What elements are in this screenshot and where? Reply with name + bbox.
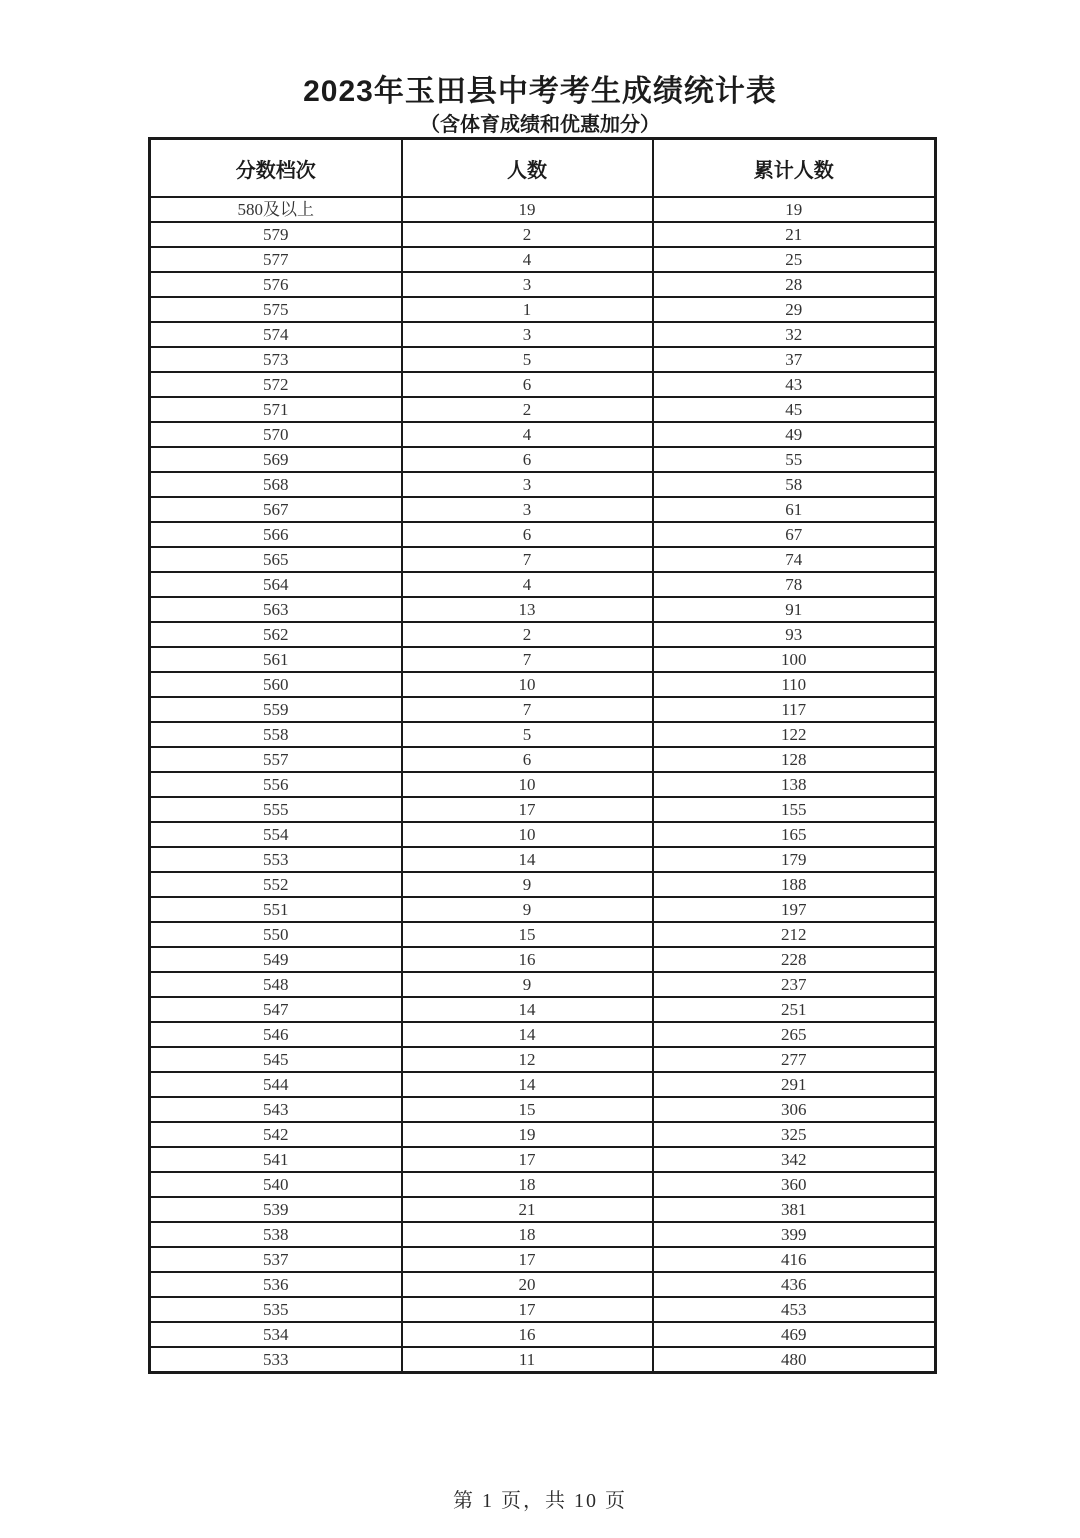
score-statistics-table: [148, 137, 937, 1374]
score-level-cell: 553: [150, 847, 402, 872]
table-row: [150, 472, 936, 497]
count-cell: 10: [402, 672, 653, 697]
score-level-cell: 564: [150, 572, 402, 597]
score-level-cell: 568: [150, 472, 402, 497]
table-row: [150, 1022, 936, 1047]
count-cell: 16: [402, 1322, 653, 1347]
count-cell: 19: [402, 197, 653, 222]
cumulative-count-cell: 138: [653, 772, 936, 797]
score-level-cell: 558: [150, 722, 402, 747]
table-row: [150, 1097, 936, 1122]
table-row: [150, 597, 936, 622]
table-row: [150, 1172, 936, 1197]
score-level-cell: 567: [150, 497, 402, 522]
count-cell: 17: [402, 1297, 653, 1322]
table-row: [150, 997, 936, 1022]
cumulative-count-cell: 342: [653, 1147, 936, 1172]
score-level-cell: 555: [150, 797, 402, 822]
table-row: [150, 1297, 936, 1322]
cumulative-count-cell: 188: [653, 872, 936, 897]
score-level-cell: 539: [150, 1197, 402, 1222]
cumulative-count-cell: 237: [653, 972, 936, 997]
table-body: [150, 197, 936, 1373]
table-row: [150, 222, 936, 247]
count-cell: 20: [402, 1272, 653, 1297]
table-row: [150, 372, 936, 397]
score-level-cell: 554: [150, 822, 402, 847]
table-row: [150, 247, 936, 272]
cumulative-count-cell: 197: [653, 897, 936, 922]
header-score-level: 分数档次: [150, 139, 402, 198]
score-level-cell: 579: [150, 222, 402, 247]
count-cell: 6: [402, 747, 653, 772]
score-level-cell: 576: [150, 272, 402, 297]
score-level-cell: 577: [150, 247, 402, 272]
score-level-cell: 543: [150, 1097, 402, 1122]
table-row: [150, 197, 936, 222]
count-cell: 14: [402, 847, 653, 872]
cumulative-count-cell: 291: [653, 1072, 936, 1097]
score-level-cell: 535: [150, 1297, 402, 1322]
cumulative-count-cell: 360: [653, 1172, 936, 1197]
count-cell: 19: [402, 1122, 653, 1147]
cumulative-count-cell: 55: [653, 447, 936, 472]
count-cell: 18: [402, 1222, 653, 1247]
table-row: [150, 1347, 936, 1373]
count-cell: 4: [402, 422, 653, 447]
count-cell: 16: [402, 947, 653, 972]
score-level-cell: 559: [150, 697, 402, 722]
score-level-cell: 550: [150, 922, 402, 947]
page-footer: 第 1 页，共 10 页: [453, 1490, 627, 1512]
score-level-cell: 538: [150, 1222, 402, 1247]
cumulative-count-cell: 155: [653, 797, 936, 822]
score-level-cell: 561: [150, 647, 402, 672]
cumulative-count-cell: 74: [653, 547, 936, 572]
count-cell: 15: [402, 922, 653, 947]
table-row: [150, 497, 936, 522]
score-level-cell: 536: [150, 1272, 402, 1297]
cumulative-count-cell: 67: [653, 522, 936, 547]
table-row: [150, 797, 936, 822]
score-level-cell: 575: [150, 297, 402, 322]
count-cell: 12: [402, 1047, 653, 1072]
cumulative-count-cell: 37: [653, 347, 936, 372]
table-row: [150, 272, 936, 297]
table-row: [150, 922, 936, 947]
count-cell: 7: [402, 647, 653, 672]
table-row: [150, 772, 936, 797]
table-row: [150, 672, 936, 697]
score-level-cell: 565: [150, 547, 402, 572]
score-level-cell: 571: [150, 397, 402, 422]
score-level-cell: 533: [150, 1347, 402, 1373]
count-cell: 2: [402, 397, 653, 422]
cumulative-count-cell: 480: [653, 1347, 936, 1373]
score-level-cell: 534: [150, 1322, 402, 1347]
cumulative-count-cell: 306: [653, 1097, 936, 1122]
cumulative-count-cell: 21: [653, 222, 936, 247]
cumulative-count-cell: 28: [653, 272, 936, 297]
table-row: [150, 547, 936, 572]
cumulative-count-cell: 61: [653, 497, 936, 522]
cumulative-count-cell: 78: [653, 572, 936, 597]
count-cell: 9: [402, 897, 653, 922]
table-row: [150, 1222, 936, 1247]
score-level-cell: 563: [150, 597, 402, 622]
table-row: [150, 1322, 936, 1347]
cumulative-count-cell: 32: [653, 322, 936, 347]
cumulative-count-cell: 453: [653, 1297, 936, 1322]
table-row: [150, 322, 936, 347]
table-row: [150, 847, 936, 872]
count-cell: 10: [402, 822, 653, 847]
score-level-cell: 541: [150, 1147, 402, 1172]
count-cell: 21: [402, 1197, 653, 1222]
cumulative-count-cell: 25: [653, 247, 936, 272]
count-cell: 3: [402, 497, 653, 522]
count-cell: 17: [402, 1247, 653, 1272]
count-cell: 6: [402, 447, 653, 472]
table-row: [150, 1047, 936, 1072]
score-level-cell: 557: [150, 747, 402, 772]
cumulative-count-cell: 93: [653, 622, 936, 647]
score-level-cell: 546: [150, 1022, 402, 1047]
cumulative-count-cell: 49: [653, 422, 936, 447]
table-row: [150, 1197, 936, 1222]
score-level-cell: 572: [150, 372, 402, 397]
table-row: [150, 1272, 936, 1297]
table-header-row: [150, 139, 936, 198]
score-level-cell: 540: [150, 1172, 402, 1197]
count-cell: 6: [402, 372, 653, 397]
table-row: [150, 397, 936, 422]
cumulative-count-cell: 381: [653, 1197, 936, 1222]
count-cell: 11: [402, 1347, 653, 1373]
score-level-cell: 551: [150, 897, 402, 922]
score-level-cell: 570: [150, 422, 402, 447]
count-cell: 10: [402, 772, 653, 797]
cumulative-count-cell: 45: [653, 397, 936, 422]
table-row: [150, 947, 936, 972]
table-row: [150, 872, 936, 897]
cumulative-count-cell: 325: [653, 1122, 936, 1147]
cumulative-count-cell: 117: [653, 697, 936, 722]
count-cell: 17: [402, 797, 653, 822]
cumulative-count-cell: 29: [653, 297, 936, 322]
cumulative-count-cell: 212: [653, 922, 936, 947]
score-level-cell: 549: [150, 947, 402, 972]
count-cell: 18: [402, 1172, 653, 1197]
table-row: [150, 822, 936, 847]
score-level-cell: 580及以上: [150, 197, 402, 222]
count-cell: 2: [402, 622, 653, 647]
page-title: 2023年玉田县中考考生成绩统计表: [303, 75, 777, 108]
cumulative-count-cell: 416: [653, 1247, 936, 1272]
score-level-cell: 560: [150, 672, 402, 697]
cumulative-count-cell: 277: [653, 1047, 936, 1072]
score-level-cell: 556: [150, 772, 402, 797]
count-cell: 14: [402, 1022, 653, 1047]
table-row: [150, 697, 936, 722]
count-cell: 4: [402, 572, 653, 597]
count-cell: 5: [402, 722, 653, 747]
score-level-cell: 573: [150, 347, 402, 372]
cumulative-count-cell: 399: [653, 1222, 936, 1247]
cumulative-count-cell: 19: [653, 197, 936, 222]
cumulative-count-cell: 100: [653, 647, 936, 672]
count-cell: 15: [402, 1097, 653, 1122]
count-cell: 7: [402, 547, 653, 572]
cumulative-count-cell: 58: [653, 472, 936, 497]
count-cell: 4: [402, 247, 653, 272]
score-level-cell: 552: [150, 872, 402, 897]
cumulative-count-cell: 110: [653, 672, 936, 697]
table-row: [150, 347, 936, 372]
table-row: [150, 1072, 936, 1097]
score-level-cell: 537: [150, 1247, 402, 1272]
score-level-cell: 569: [150, 447, 402, 472]
count-cell: 3: [402, 472, 653, 497]
table-row: [150, 897, 936, 922]
cumulative-count-cell: 228: [653, 947, 936, 972]
count-cell: 5: [402, 347, 653, 372]
table-row: [150, 747, 936, 772]
table-row: [150, 422, 936, 447]
score-level-cell: 544: [150, 1072, 402, 1097]
score-level-cell: 548: [150, 972, 402, 997]
cumulative-count-cell: 91: [653, 597, 936, 622]
count-cell: 2: [402, 222, 653, 247]
cumulative-count-cell: 436: [653, 1272, 936, 1297]
cumulative-count-cell: 122: [653, 722, 936, 747]
table-row: [150, 447, 936, 472]
count-cell: 14: [402, 997, 653, 1022]
cumulative-count-cell: 165: [653, 822, 936, 847]
count-cell: 9: [402, 872, 653, 897]
score-level-cell: 545: [150, 1047, 402, 1072]
count-cell: 7: [402, 697, 653, 722]
table-row: [150, 1122, 936, 1147]
cumulative-count-cell: 179: [653, 847, 936, 872]
count-cell: 3: [402, 272, 653, 297]
cumulative-count-cell: 128: [653, 747, 936, 772]
score-level-cell: 574: [150, 322, 402, 347]
table-row: [150, 722, 936, 747]
table-row: [150, 522, 936, 547]
table-row: [150, 1247, 936, 1272]
table-row: [150, 572, 936, 597]
score-level-cell: 562: [150, 622, 402, 647]
count-cell: 1: [402, 297, 653, 322]
header-cumulative-count: 累计人数: [653, 139, 936, 198]
score-level-cell: 566: [150, 522, 402, 547]
table-row: [150, 972, 936, 997]
score-level-cell: 542: [150, 1122, 402, 1147]
table-row: [150, 647, 936, 672]
table-row: [150, 1147, 936, 1172]
count-cell: 14: [402, 1072, 653, 1097]
cumulative-count-cell: 265: [653, 1022, 936, 1047]
score-level-cell: 547: [150, 997, 402, 1022]
cumulative-count-cell: 469: [653, 1322, 936, 1347]
page-subtitle: （含体育成绩和优惠加分）: [420, 114, 660, 136]
count-cell: 9: [402, 972, 653, 997]
count-cell: 13: [402, 597, 653, 622]
table-row: [150, 297, 936, 322]
cumulative-count-cell: 43: [653, 372, 936, 397]
cumulative-count-cell: 251: [653, 997, 936, 1022]
count-cell: 17: [402, 1147, 653, 1172]
header-count: 人数: [402, 139, 653, 198]
table-row: [150, 622, 936, 647]
count-cell: 3: [402, 322, 653, 347]
count-cell: 6: [402, 522, 653, 547]
